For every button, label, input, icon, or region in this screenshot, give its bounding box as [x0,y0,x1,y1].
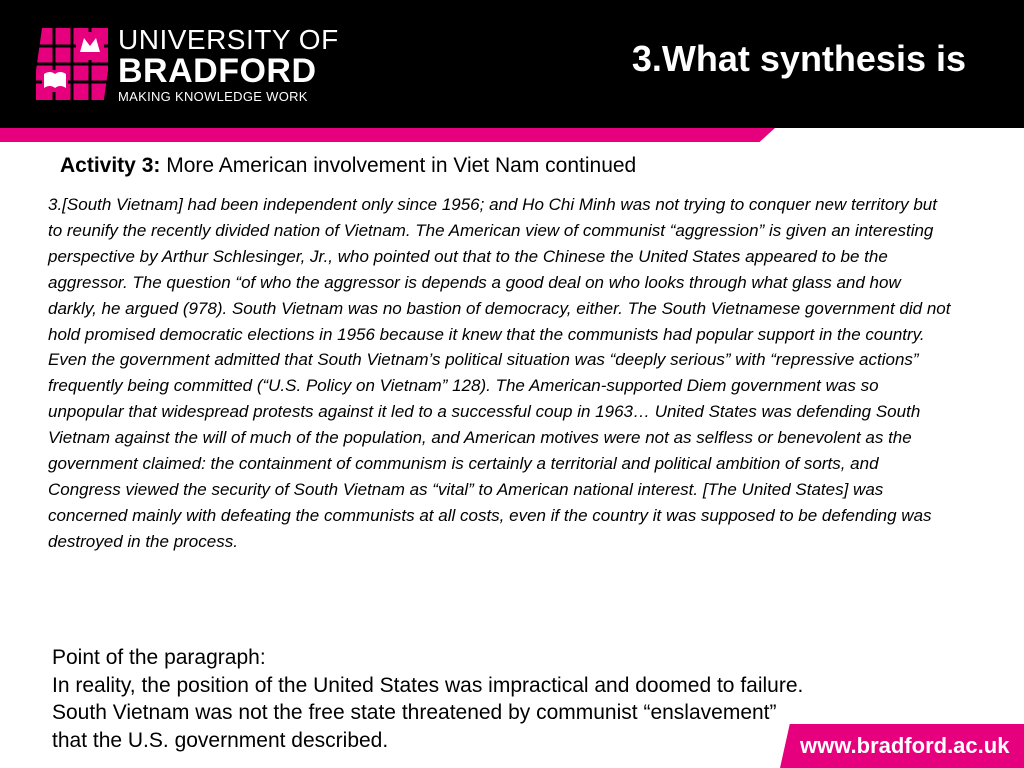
university-crest-icon [36,28,108,100]
activity-heading [60,154,636,178]
logo-university-of: UNIVERSITY OF [118,24,339,55]
quote-paragraph: 3.[South Vietnam] had been independent only since 1956; and Ho Chi Minh was not trying to conquer new territory but to reunify the recently divided nation of Vietnam. The American view of communist “aggression” is given an interesting perspective by Arthur Schlesinger, Jr., who pointed out that to the Chinese the United States appeared to be the aggressor. The question “of who the aggressor is depends a good deal on who looks through what glass and how darkly, he argued (978). South Vietnam was no bastion of democracy, either. The South Vietnamese government did not hold promised democratic elections in 1956 because it knew that the communists had popular support in the country. Even the government admitted that South Vietnam’s political situation was “deeply serious” with “repressive actions” frequently being committed (“U.S. Policy on Vietnam” 128). The American-supported Diem government was so unpopular that widespread protests against it led to a successful coup in 1963… United States was defending South Vietnam against the will of much of the population, and American motives were not as selfless or benevolent as the government claimed: the containment of communism is certainly a territorial and political ambition of sorts, and Congress viewed the security of South Vietnam as “vital” to American national interest. [The United States] was concerned mainly with defeating the communists at all costs, even if the country it was supposed to be defending was destroyed in the process. [48,195,951,551]
activity-text: More American involvement in Viet Nam continued [166,154,637,177]
logo-tagline: MAKING KNOWLEDGE WORK [118,89,308,104]
point-line: South Vietnam was not the free state threatened by communist “enslavement” [52,701,777,724]
point-line: that the U.S. government described. [52,728,389,752]
slide-title: 3.What synthesis is [631,38,966,79]
header-pink-stripe [0,128,775,142]
footer-url[interactable]: www.bradford.ac.uk [800,733,1010,758]
activity-label: Activity 3: [60,154,161,177]
point-line: In reality, the position of the United States was impractical and doomed to failure. [52,673,804,697]
university-logo-text [118,26,339,106]
point-heading: Point of the paragraph: [52,646,266,669]
logo-bradford: BRADFORD [118,52,317,90]
